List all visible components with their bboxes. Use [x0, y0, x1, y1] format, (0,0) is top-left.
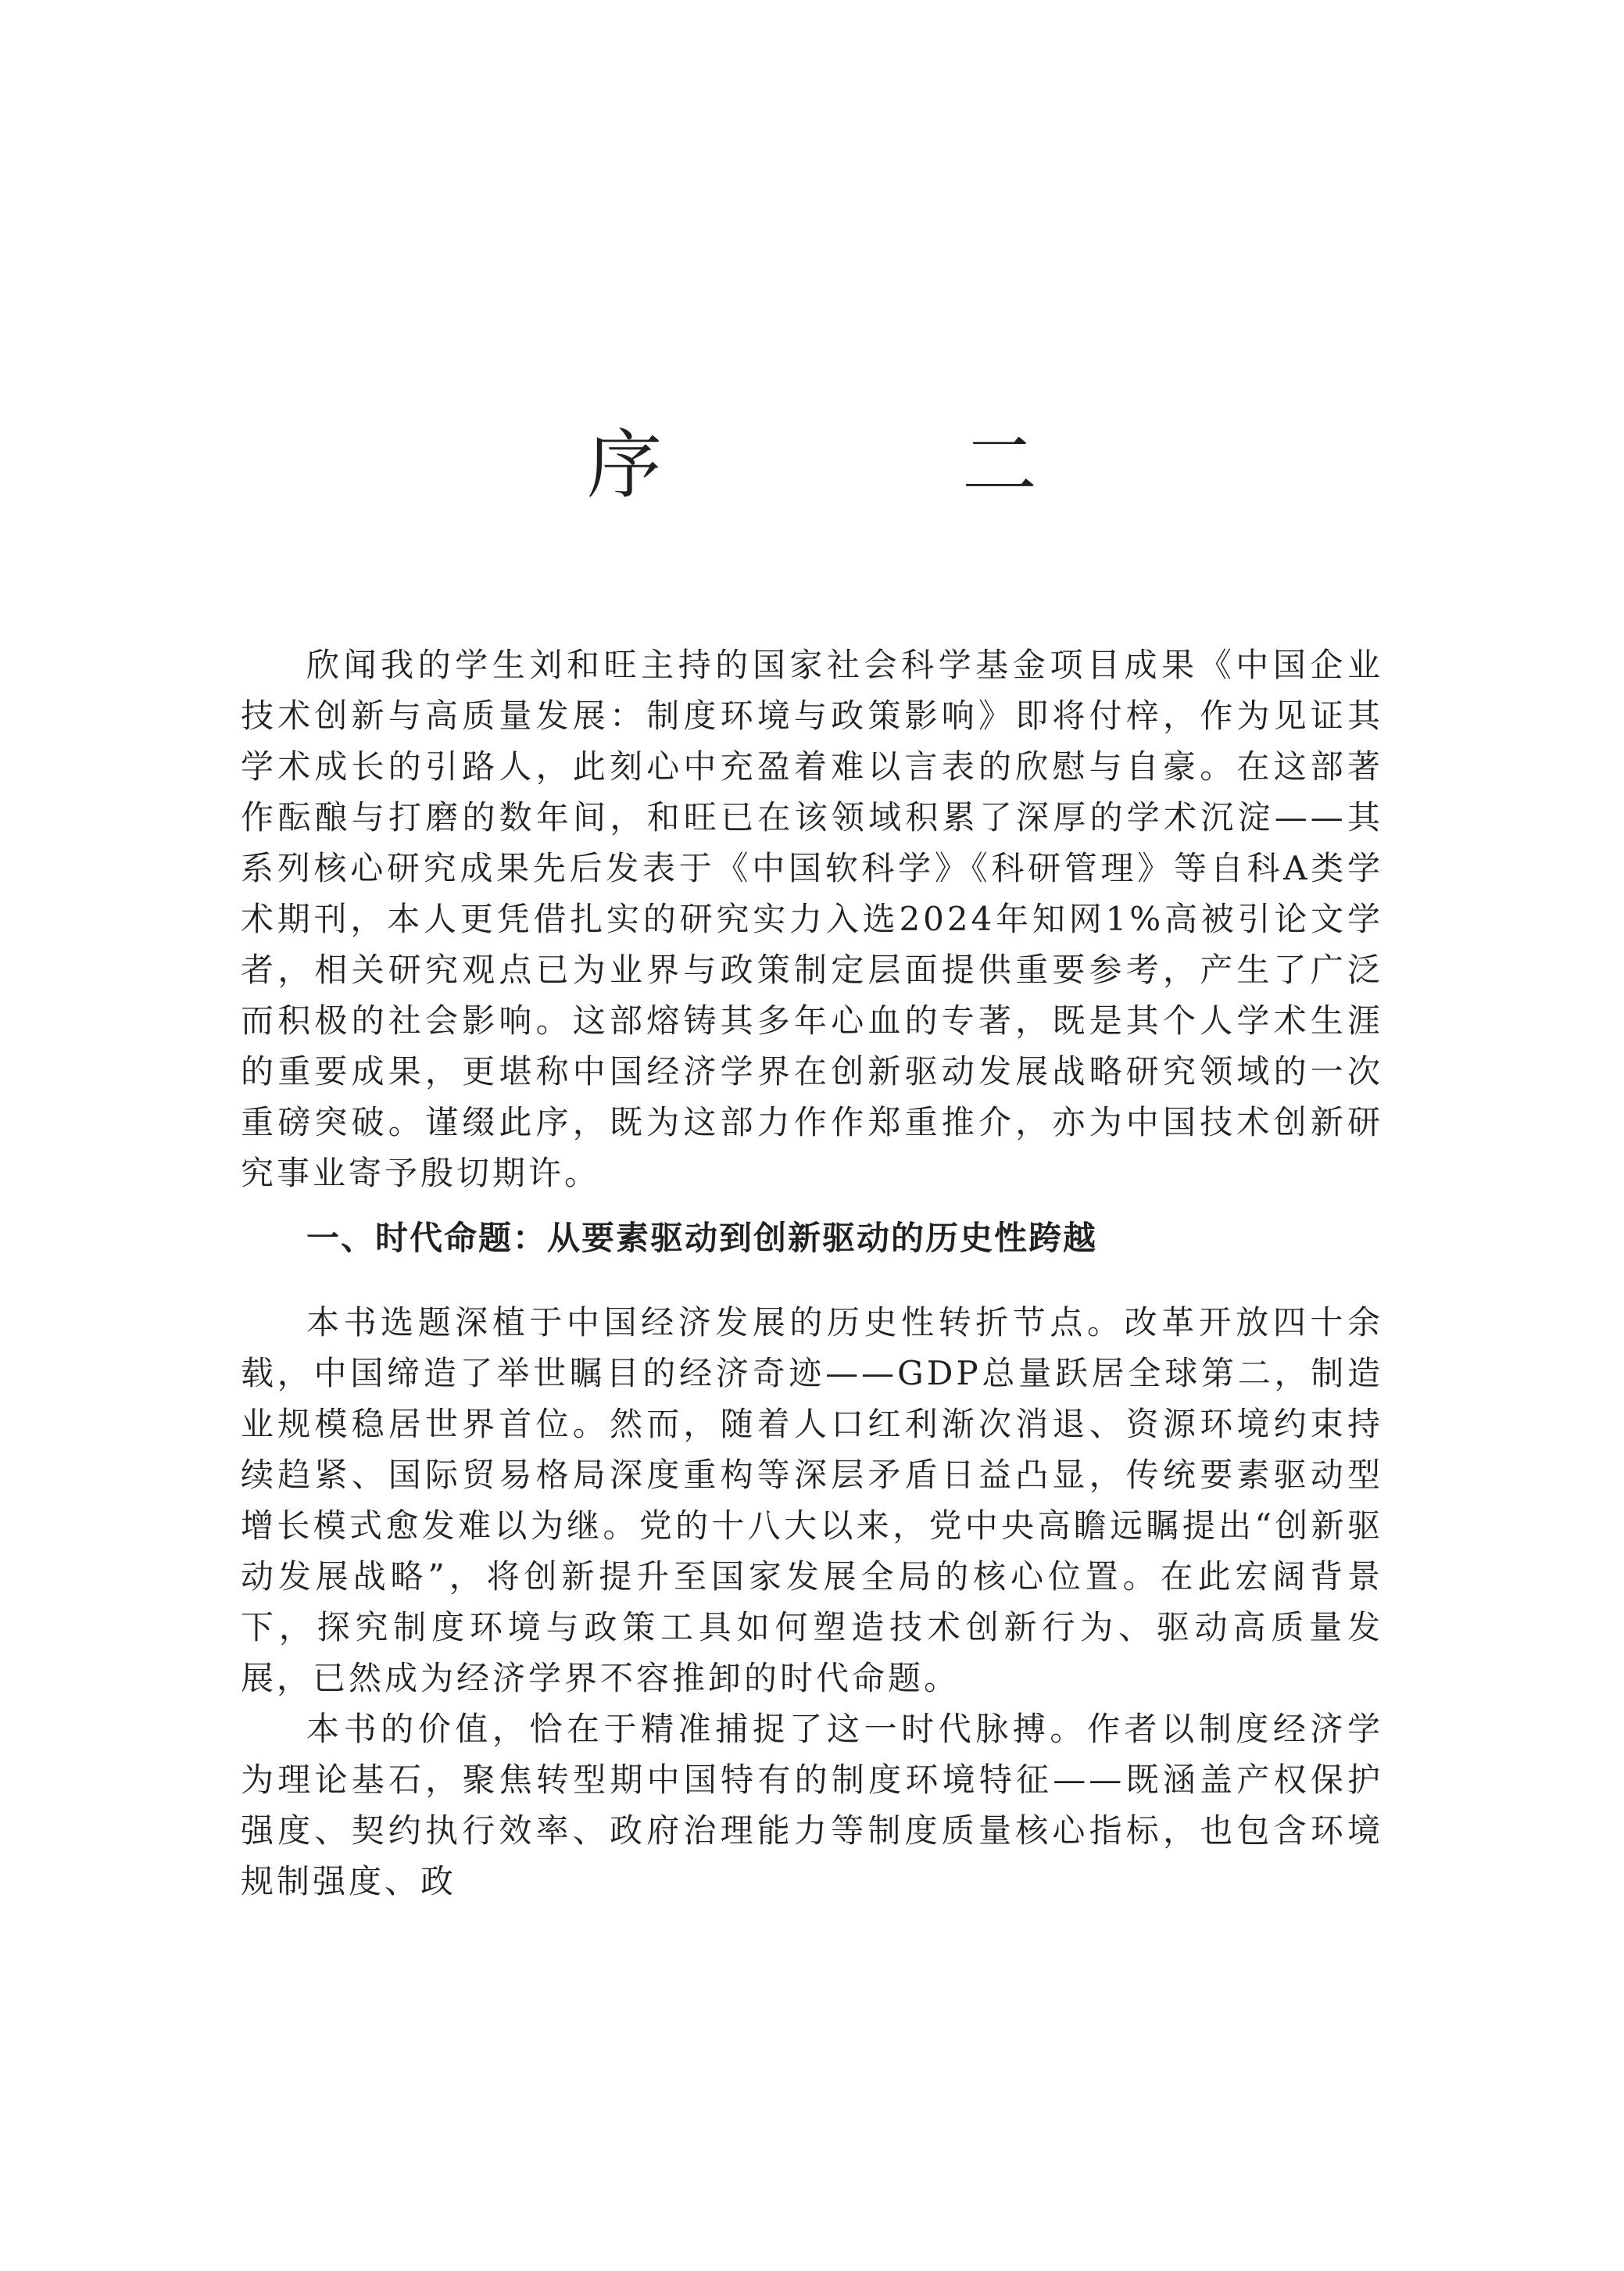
- page-title: 序 二: [587, 421, 1150, 509]
- section-paragraph-2: 本书的价值，恰在于精准捕捉了这一时代脉搏。作者以制度经济学为理论基石，聚焦转型期中国特有的制度环境特征——既涵盖产权保护强度、契约执行效率、政府治理能力等制度质量核心指标，也包含环境规制强度、政: [241, 1710, 1383, 1900]
- body-text: [241, 639, 1383, 1907]
- intro-paragraph: 欣闻我的学生刘和旺主持的国家社会科学基金项目成果《中国企业技术创新与高质量发展：制度环境与政策影响》即将付梓，作为见证其学术成长的引路人，此刻心中充盈着难以言表的欣慰与自豪。在这部著作酝酿与打磨的数年间，和旺已在该领域积累了深厚的学术沉淀——其系列核心研究成果先后发表于《中国软科学》《科研管理》等自科A类学术期刊，本人更凭借扎实的研究实力入选2024年知网1%高被引论文学者，相关研究观点已为业界与政策制定层面提供重要参考，产生了广泛而积极的社会影响。这部熔铸其多年心血的专著，既是其个人学术生涯的重要成果，更堪称中国经济学界在创新驱动发展战略研究领域的一次重磅突破。谨缀此序，既为这部力作作郑重推介，亦为中国技术创新研究事业寄予殷切期许。: [241, 646, 1383, 1192]
- section-heading: 一、时代命题：从要素驱动到创新驱动的历史性跨越: [306, 1219, 1098, 1257]
- section-paragraph-1: 本书选题深植于中国经济发展的历史性转折节点。改革开放四十余载，中国缔造了举世瞩目的经济奇迹——GDP总量跃居全球第二，制造业规模稳居世界首位。然而，随着人口红利渐次消退、资源环境约束持续趋紧、国际贸易格局深度重构等深层矛盾日益凸显，传统要素驱动型增长模式愈发难以为继。党的十八大以来，党中央高瞻远瞩提出“创新驱动发展战略”，将创新提升至国家发展全局的核心位置。在此宏阔背景下，探究制度环境与政策工具如何塑造技术创新行为、驱动高质量发展，已然成为经济学界不容推卸的时代命题。: [241, 1303, 1383, 1697]
